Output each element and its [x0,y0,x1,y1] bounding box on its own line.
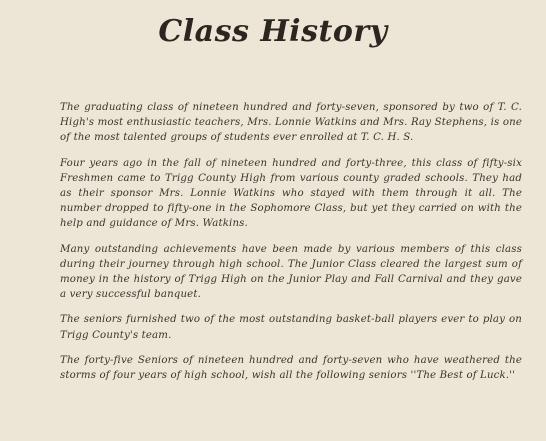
paragraph-sponsors: The graduating class of nineteen hundred and forty-seven, sponsored by two of T. C. High's most enthusiastic teachers, Mrs. Lonnie Watkins and Mrs. Ray Stephens, is one of the most talented groups of students ever enrolled at T. C. H. S. [60,102,522,144]
paragraph-achievements: Many outstanding achievements have been made by various members of this class during their journey through high school. The Junior Class cleared the largest sum of money in the history of Trigg High on the Junior Play and Fall Carnival and they gave a very successful banquet. [60,243,522,301]
paragraph-basketball: The seniors furnished two of the most outstanding basket-ball players ever to play on Trigg County's team. [60,314,522,341]
history-text [60,100,522,393]
paragraph-freshmen: Four years ago in the fall of nineteen hundred and forty-three, this class of fifty-six Freshmen came to Trigg County High from various county graded schools. They had as their sponsor Mrs. Lonnie Watkins who stayed with them through it all. The number dropped to fifty-one in the Sophomore Class, but yet they carried on with the help and guidance of Mrs. Watkins. [60,157,522,230]
page-title: Class History [158,14,388,49]
paragraph-farewell: The forty-five Seniors of nineteen hundred and forty-seven who have weathered the storms of four years of high school, wish all the following seniors ''The Best of Luck.'' [60,354,522,382]
